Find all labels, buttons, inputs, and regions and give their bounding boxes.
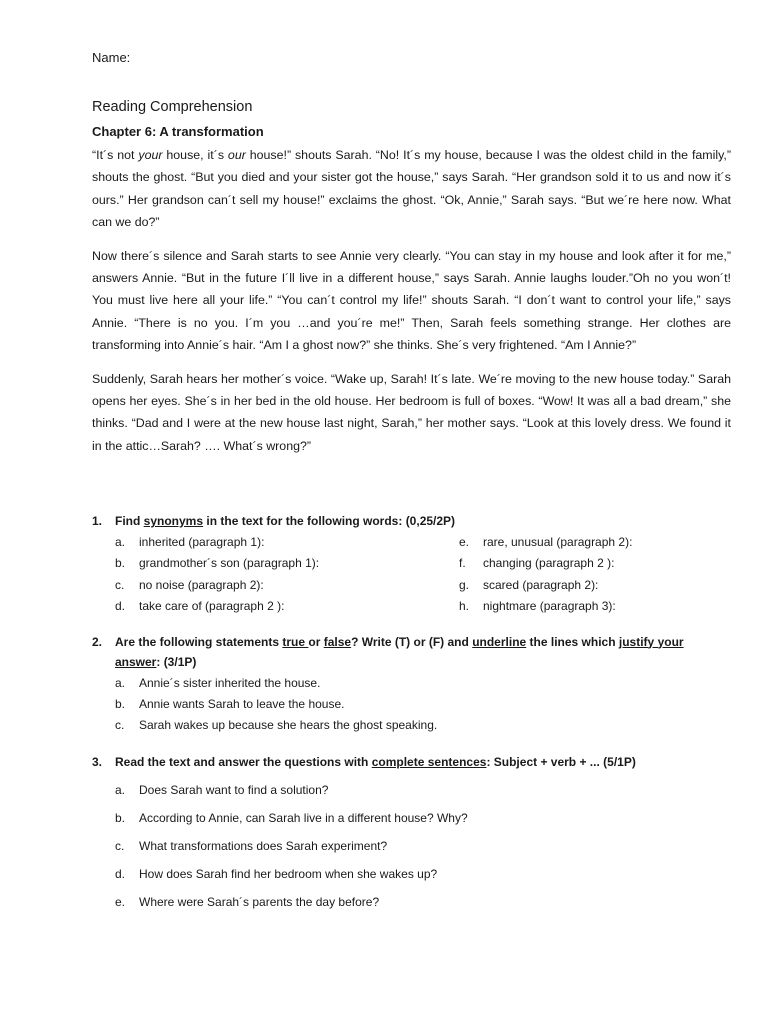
item-letter: d. (115, 867, 126, 881)
story-paragraph-3: Suddenly, Sarah hears her mother´s voice. “Wake up, Sarah! It´s late. We´re moving to the new house today.” Sarah opens her eyes. She´s in her bed in the old house. Her bedroom is full of boxes. “Wow! It was all a bad dream,” she thinks. “Dad and I were at the new house last night, Sarah,” her mother says. “Look at this lovely dress. We found it in the attic…Sarah? …. What´s wrong?” (92, 371, 731, 453)
story-p1-part: house!” shouts Sarah. “No! It´s my house, because I was the oldest child in the family,” shouts the ghost. “But you died and your sister got the house,” says Sarah. “Her grandson sold it to us and now it´s ours.” Her grandson can´t sell my house!” exclaims the ghost. “Ok, Annie,” Sarah says. “But we´re here now. What can we do?” (92, 148, 731, 230)
item-letter: e. (115, 895, 126, 909)
list-item (459, 596, 732, 618)
list-item (459, 553, 732, 575)
list-item (115, 575, 459, 597)
list-item (115, 553, 459, 575)
list-item (115, 694, 732, 715)
q2-underlined: false (323, 634, 352, 649)
q3-text-part: : Subject + verb + ... (5/1P) (486, 754, 636, 769)
question-1 (92, 511, 732, 618)
q2-underlined: justify your answer (115, 634, 684, 669)
questions-section (92, 511, 732, 932)
name-label: Name: (92, 50, 131, 65)
chapter-heading: Chapter 6: A transformation (92, 124, 264, 139)
item-text: Sarah wakes up because she hears the ghost speaking. (139, 717, 438, 732)
item-letter: b. (115, 696, 126, 711)
q2-underlined: underline (472, 634, 527, 649)
list-item (115, 532, 459, 554)
question-1-heading (92, 511, 732, 532)
story-text (92, 144, 731, 468)
q1-text-part: Find (115, 514, 144, 528)
question-number: 2. (92, 634, 103, 649)
q3-underlined: complete sentences (371, 754, 487, 769)
q2-text-part: ? Write (T) or (F) and (351, 634, 473, 649)
q3-text-part: Read the text and answer the questions with (115, 754, 372, 769)
item-text: Annie´s sister inherited the house. (139, 675, 321, 690)
item-text: inherited (paragraph 1): (139, 534, 265, 549)
page-title: Reading Comprehension (92, 99, 253, 115)
question-1-options (115, 532, 732, 618)
item-text: Annie wants Sarah to leave the house. (139, 696, 345, 711)
story-p1-part: “It´s not (92, 148, 139, 162)
story-p1-emphasis: our (227, 148, 246, 162)
question-2 (92, 632, 732, 736)
list-item (115, 860, 732, 888)
q2-text-part: or (308, 634, 324, 649)
question-2-text (115, 632, 732, 673)
item-text: grandmother´s son (paragraph 1): (139, 556, 320, 570)
q2-text-part: : (3/1P) (156, 655, 197, 669)
question-3-text (115, 752, 732, 773)
question-2-heading (92, 632, 732, 673)
question-1-text (115, 511, 732, 532)
item-letter: d. (115, 599, 126, 613)
item-text: What transformations does Sarah experiment? (139, 839, 388, 853)
item-text: take care of (paragraph 2 ): (139, 599, 285, 613)
q1-text-part: in the text for the following words: (0,25/2P) (203, 514, 456, 528)
item-text: no noise (paragraph 2): (139, 577, 264, 592)
item-letter: f. (459, 556, 466, 570)
item-letter: c. (115, 577, 125, 592)
item-letter: a. (115, 534, 126, 549)
story-p1-emphasis: your (138, 148, 163, 162)
list-item (115, 776, 732, 804)
q2-text-part: the lines which (526, 634, 619, 649)
item-letter: b. (115, 811, 126, 825)
list-item (115, 673, 732, 694)
item-text: Where were Sarah´s parents the day before? (139, 895, 380, 909)
item-text: Does Sarah want to find a solution? (139, 783, 329, 797)
question-3 (92, 752, 732, 917)
item-text: How does Sarah find her bedroom when she wakes up? (139, 867, 438, 881)
question-number: 3. (92, 754, 103, 769)
list-item (115, 888, 732, 916)
item-text: scared (paragraph 2): (483, 577, 599, 592)
list-item (115, 715, 732, 736)
list-item (115, 596, 459, 618)
story-paragraph-2: Now there´s silence and Sarah starts to see Annie very clearly. “You can stay in my house and look after it for me,” answers Annie. “But in the future I´ll live in a different house,” says Sarah. Annie laughs louder.”Oh no you won´t! You must live here all your life.” “You can´t control my life!” shouts Sarah. “I don´t want to control your life,” says Annie. “There is no you. I´m you …and you´re me!” Then, Sarah feels something strange. Her clothes are transforming into Annie´s hair. “Am I a ghost now?” she thinks. She´s very frightened. “Am I Annie?” (92, 248, 731, 353)
item-letter: g. (459, 577, 470, 592)
item-text: rare, unusual (paragraph 2): (483, 534, 633, 549)
item-text: According to Annie, can Sarah live in a different house? Why? (139, 811, 468, 825)
q2-text-part: Are the following statements (115, 634, 283, 649)
item-text: nightmare (paragraph 3): (483, 599, 616, 613)
item-letter: c. (115, 717, 125, 732)
item-letter: a. (115, 675, 126, 690)
list-item (459, 532, 732, 554)
item-text: changing (paragraph 2 ): (483, 556, 615, 570)
list-item (115, 832, 732, 860)
question-number: 1. (92, 514, 103, 528)
q1-underlined: synonyms (143, 514, 204, 528)
story-paragraph-1 (92, 144, 731, 234)
list-item (459, 575, 732, 597)
item-letter: a. (115, 783, 126, 797)
item-letter: c. (115, 839, 125, 853)
story-p1-part: house, it´s (162, 148, 228, 162)
item-letter: e. (459, 534, 470, 549)
item-letter: b. (115, 556, 126, 570)
question-3-heading (92, 752, 732, 773)
list-item (115, 804, 732, 832)
item-letter: h. (459, 599, 470, 613)
question-2-options (115, 673, 732, 736)
q2-underlined: true (282, 634, 309, 649)
question-3-options (115, 776, 732, 916)
